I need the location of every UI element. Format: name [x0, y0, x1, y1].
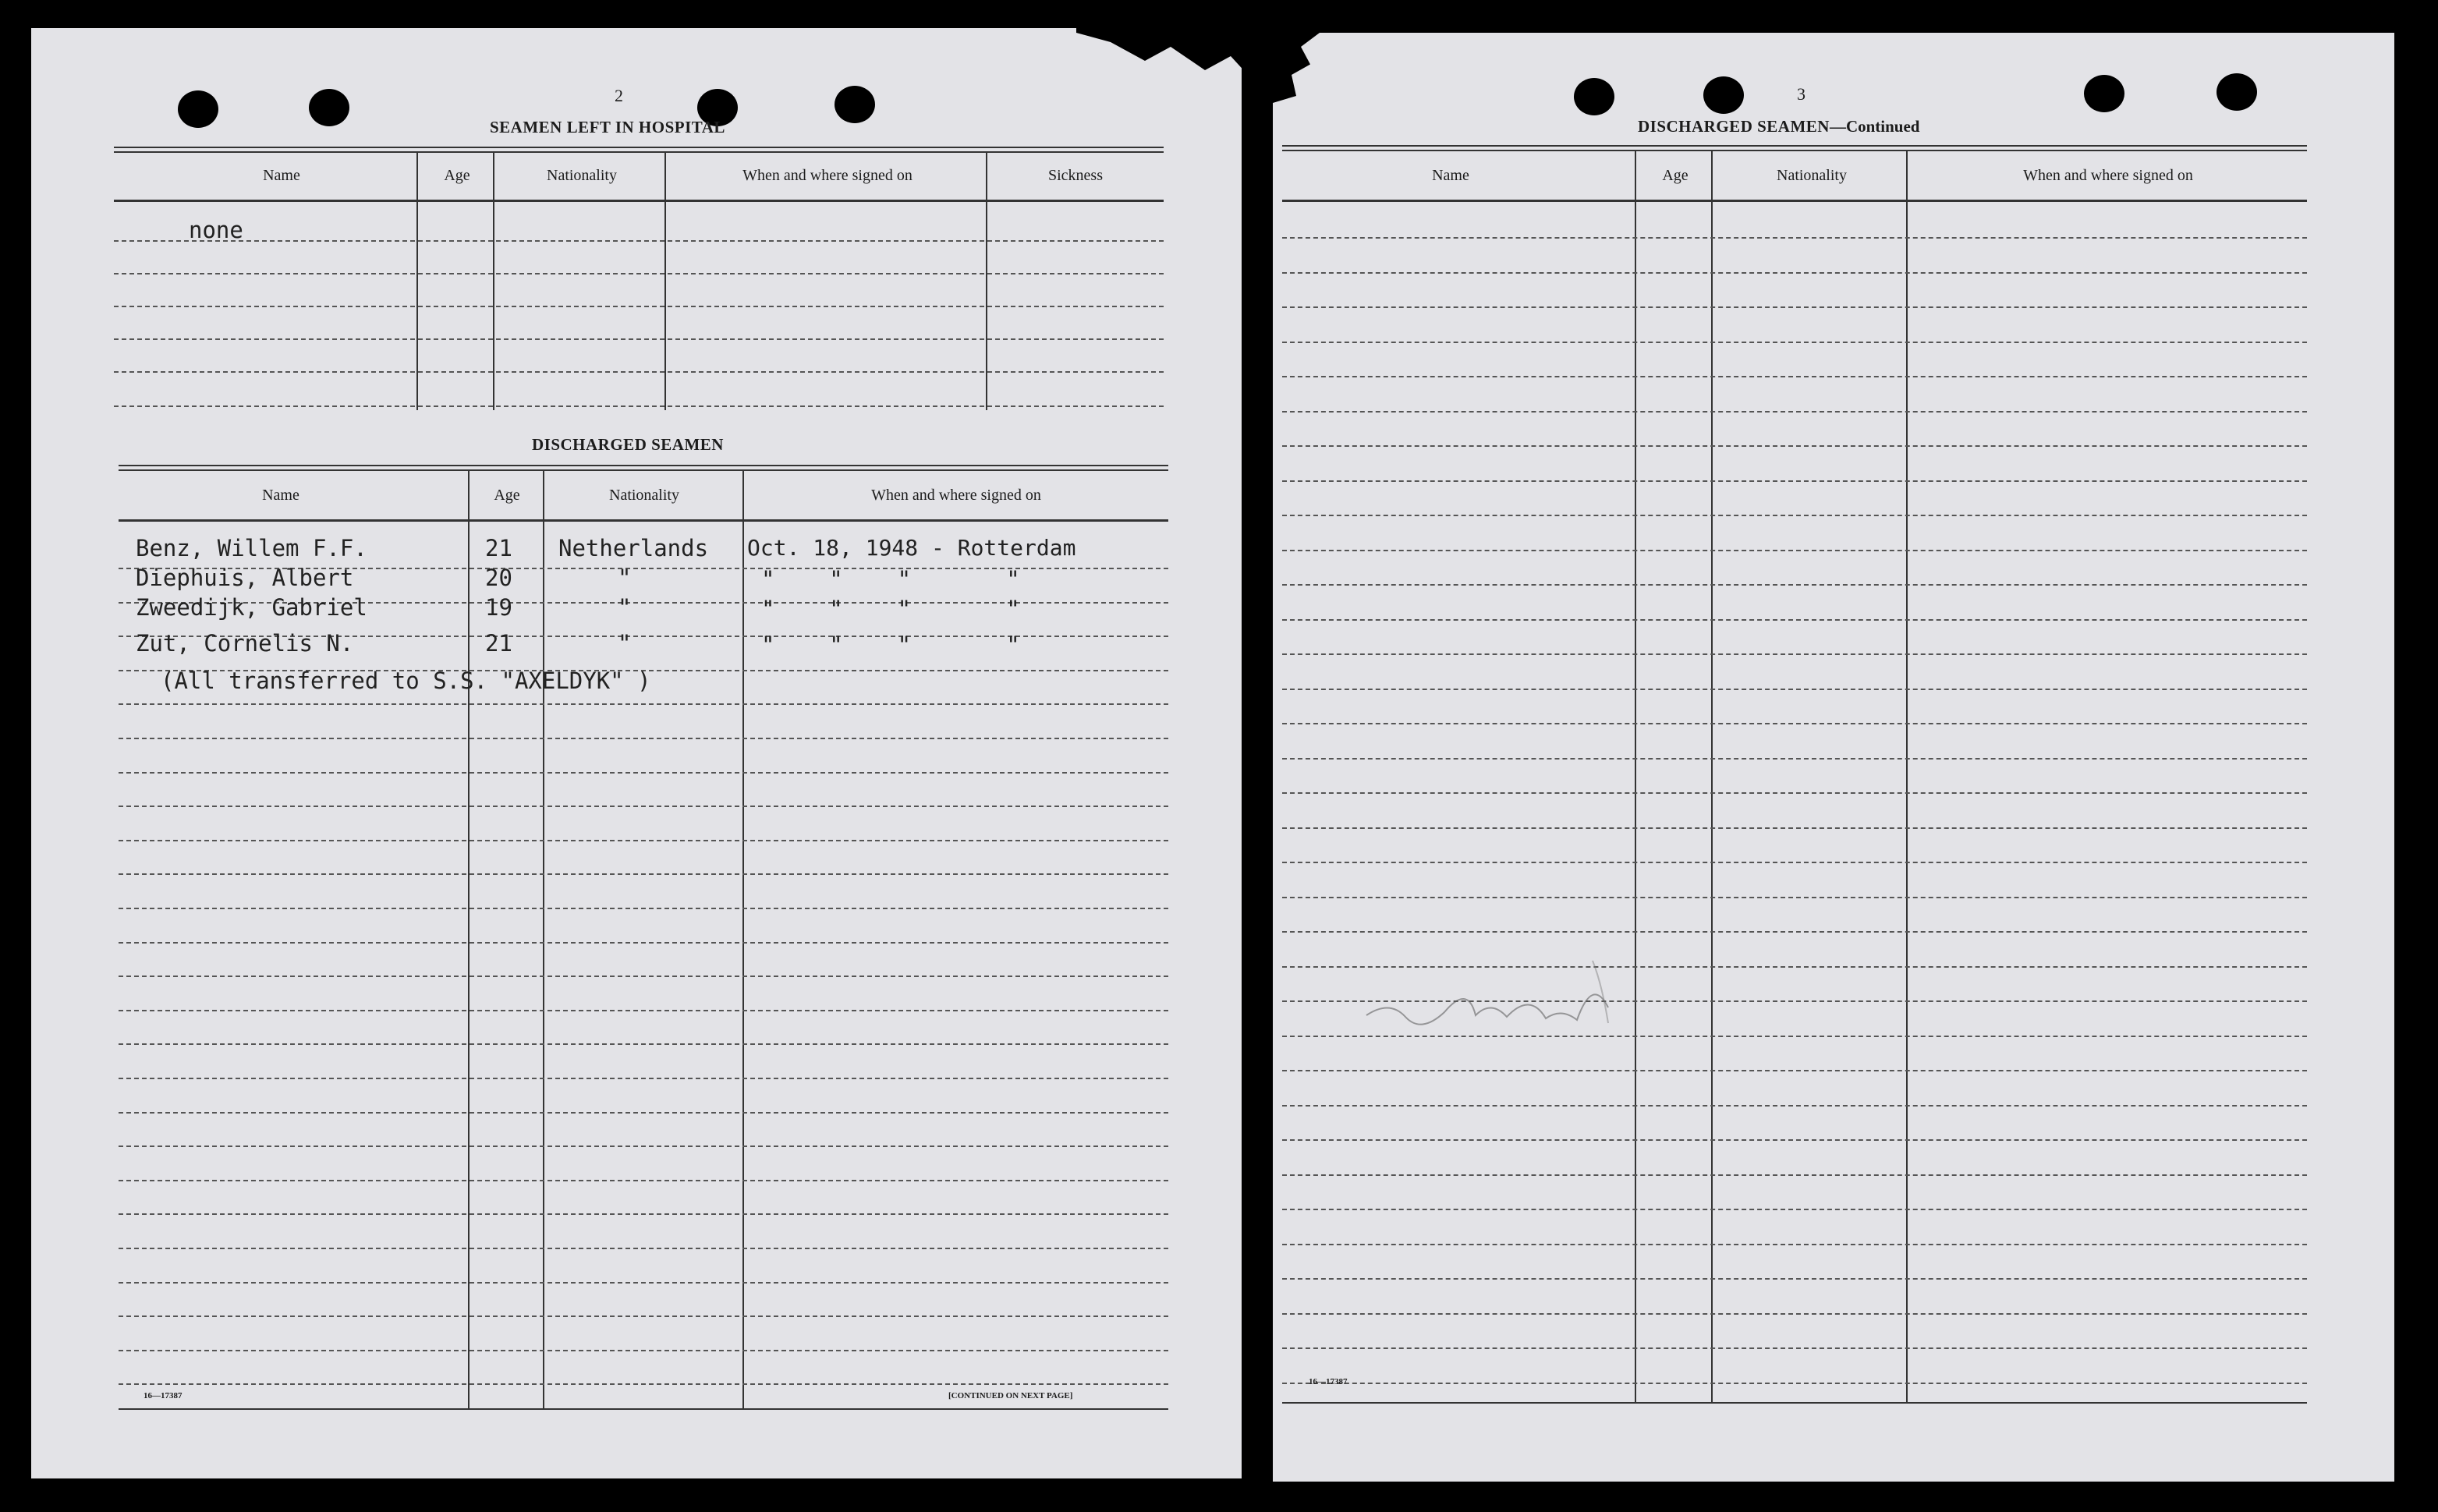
row-rule	[114, 240, 1164, 242]
row-rule	[1282, 653, 2307, 655]
column-rule	[1635, 151, 1636, 1402]
row-rule	[119, 1282, 1168, 1284]
discharged-col-nationality: Nationality	[609, 487, 679, 504]
row-rule	[1282, 1278, 2307, 1280]
discharged-row-signed-on: " " " "	[761, 596, 1020, 622]
discharged-row-signed-on: " " " "	[761, 566, 1020, 593]
row-rule	[1282, 1244, 2307, 1245]
page-number: 3	[1797, 84, 1805, 104]
discharged-col-name: Name	[262, 487, 299, 504]
table-rule	[114, 147, 1164, 148]
row-rule	[1282, 550, 2307, 551]
row-rule	[119, 1213, 1168, 1215]
hospital-entry-none: none	[189, 217, 243, 243]
faint-signature	[1359, 953, 1624, 1039]
discharged-row-name: Zut, Cornelis N.	[136, 630, 354, 657]
table-rule	[114, 151, 1164, 153]
discharged-row-age: 19	[485, 594, 512, 621]
row-rule	[1282, 931, 2307, 933]
row-rule	[119, 1248, 1168, 1249]
row-rule	[1282, 480, 2307, 482]
punch-hole	[835, 86, 875, 123]
table-rule	[1282, 200, 2307, 202]
row-rule	[119, 942, 1168, 944]
hospital-col-name: Name	[263, 167, 300, 184]
discharged-continued-title	[1638, 117, 1919, 136]
row-rule	[1282, 376, 2307, 377]
row-rule	[119, 873, 1168, 875]
discharged-row-nationality: "	[618, 630, 632, 657]
form-number: 16—17387	[144, 1391, 182, 1400]
right-col-nationality: Nationality	[1777, 167, 1847, 184]
column-rule	[468, 471, 470, 1410]
discharged-row-nationality: "	[618, 565, 632, 591]
column-rule	[742, 471, 744, 1410]
row-rule	[1282, 272, 2307, 274]
form-number: 16—17387	[1309, 1377, 1348, 1386]
row-rule	[1282, 689, 2307, 690]
discharged-row-name: Zweedijk, Gabriel	[136, 594, 367, 621]
punch-hole	[2084, 75, 2124, 112]
table-rule	[114, 200, 1164, 202]
row-rule	[119, 908, 1168, 909]
table-rule	[119, 519, 1168, 522]
row-rule	[1282, 515, 2307, 516]
row-rule	[1282, 827, 2307, 829]
discharged-row-age: 20	[485, 565, 512, 591]
discharged-row-nationality: "	[618, 594, 632, 621]
row-rule	[119, 1010, 1168, 1011]
discharged-section-title: DISCHARGED SEAMEN	[532, 435, 724, 454]
discharged-row-signed-on: Oct. 18, 1948 - Rotterdam	[747, 535, 1076, 561]
row-rule	[1282, 237, 2307, 239]
row-rule	[1282, 1139, 2307, 1141]
hospital-col-signed-on: When and where signed on	[742, 167, 912, 184]
row-rule	[114, 306, 1164, 307]
row-rule	[119, 1350, 1168, 1351]
column-rule	[1711, 151, 1713, 1402]
row-rule	[114, 371, 1164, 373]
column-rule	[543, 471, 544, 1410]
discharged-col-age: Age	[494, 487, 520, 504]
row-rule	[119, 840, 1168, 841]
torn-edge	[1273, 33, 1320, 103]
punch-hole	[309, 89, 349, 126]
row-rule	[1282, 1313, 2307, 1315]
table-rule	[119, 465, 1168, 466]
row-rule	[1282, 862, 2307, 863]
row-rule	[119, 703, 1168, 705]
right-page	[1273, 33, 2394, 1482]
right-col-name: Name	[1432, 167, 1469, 184]
discharged-note: (All transferred to S.S. "AXELDYK" )	[161, 667, 651, 694]
table-rule	[119, 469, 1168, 471]
row-rule	[1282, 1174, 2307, 1176]
row-rule	[1282, 342, 2307, 343]
row-rule	[119, 1180, 1168, 1181]
row-rule	[1282, 1105, 2307, 1107]
hospital-section-title: SEAMEN LEFT IN HOSPITAL	[490, 118, 725, 136]
discharged-row-age: 21	[485, 630, 512, 657]
continued-note: [CONTINUED ON NEXT PAGE]	[948, 1391, 1073, 1400]
hospital-col-sickness: Sickness	[1048, 167, 1103, 184]
table-rule	[1282, 145, 2307, 147]
row-rule	[119, 1112, 1168, 1114]
row-rule	[114, 405, 1164, 407]
row-rule	[1282, 1347, 2307, 1349]
row-rule	[1282, 1209, 2307, 1210]
row-rule	[119, 976, 1168, 977]
row-rule	[119, 1043, 1168, 1045]
discharged-title-main: DISCHARGED SEAMEN	[1638, 117, 1830, 136]
page-number: 2	[615, 86, 623, 105]
right-col-signed-on: When and where signed on	[2023, 167, 2193, 184]
discharged-title-suffix: —Continued	[1829, 117, 1920, 136]
discharged-row-name: Benz, Willem F.F.	[136, 535, 367, 561]
row-rule	[114, 338, 1164, 340]
torn-edge	[1076, 28, 1248, 75]
discharged-row-nationality: Netherlands	[558, 535, 709, 561]
row-rule	[119, 1383, 1168, 1385]
hospital-col-nationality: Nationality	[547, 167, 617, 184]
discharged-row-name: Diephuis, Albert	[136, 565, 354, 591]
right-col-age: Age	[1662, 167, 1689, 184]
discharged-row-age: 21	[485, 535, 512, 561]
discharged-col-signed-on: When and where signed on	[871, 487, 1041, 504]
row-rule	[1282, 723, 2307, 724]
left-page	[31, 28, 1242, 1478]
row-rule	[1282, 445, 2307, 447]
column-rule	[1906, 151, 1908, 1402]
table-rule	[1282, 150, 2307, 151]
row-rule	[119, 1078, 1168, 1079]
row-rule	[1282, 411, 2307, 413]
row-rule	[119, 1146, 1168, 1147]
row-rule	[119, 772, 1168, 774]
row-rule	[1282, 792, 2307, 794]
hospital-col-age: Age	[444, 167, 470, 184]
punch-hole	[2217, 73, 2257, 111]
row-rule	[119, 1315, 1168, 1317]
punch-hole	[178, 90, 218, 128]
row-rule	[119, 738, 1168, 739]
row-rule	[1282, 1070, 2307, 1071]
table-rule	[119, 1408, 1168, 1410]
row-rule	[1282, 306, 2307, 308]
punch-hole	[1703, 76, 1744, 114]
table-rule	[1282, 1402, 2307, 1404]
discharged-row-signed-on: " " " "	[761, 632, 1020, 658]
row-rule	[114, 273, 1164, 274]
row-rule	[1282, 1383, 2307, 1384]
row-rule	[1282, 897, 2307, 898]
row-rule	[1282, 758, 2307, 760]
row-rule	[1282, 584, 2307, 586]
punch-hole	[1574, 78, 1614, 115]
row-rule	[119, 806, 1168, 807]
row-rule	[1282, 619, 2307, 621]
